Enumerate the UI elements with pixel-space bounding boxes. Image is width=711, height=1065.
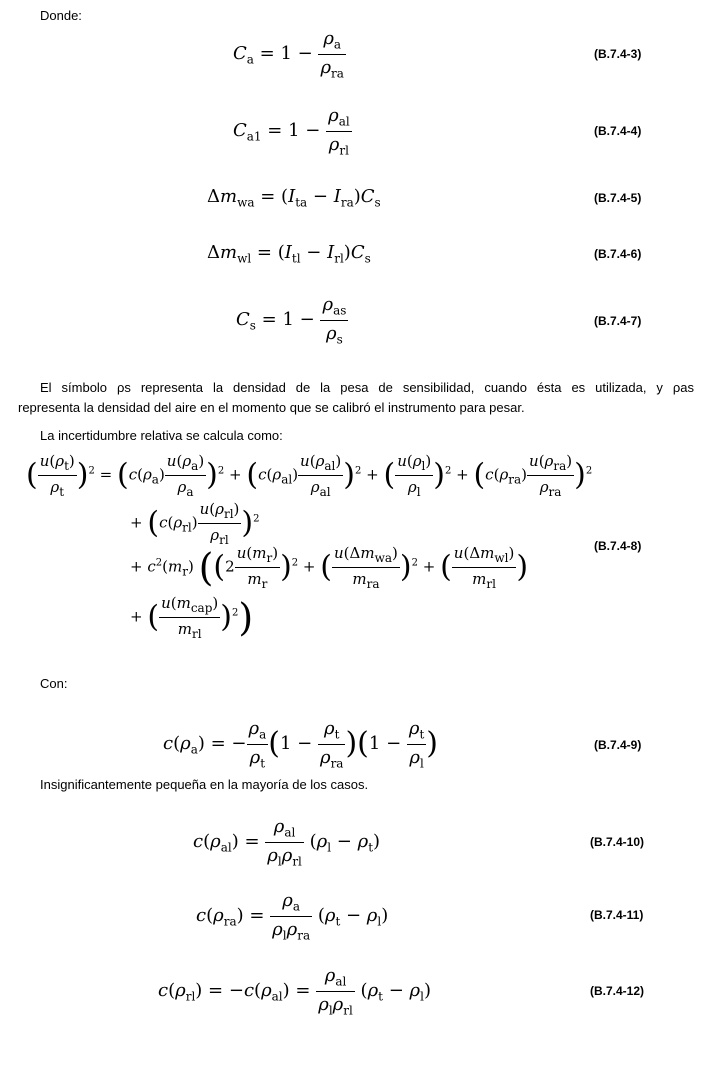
equation-number: (B.7.4-3) [594,47,642,61]
equation-b748-line3: + $c^2(m_r)$ ((2 $\frac{u(m_r)}{m_r}$ )$^2$ + ( $\frac{u(\Delta m_{wa})}{m_{ra}}$ )$^2$ + ( $\frac{u(\Delta m_{wl})}{m_{rl}}$ ) [130,544,529,591]
equation-b745: $\Delta m_{wa} = (I_{ta} - I_{ra})C_s$ [207,186,381,210]
equation-b7412: $c(\rho_{rl}) = -c(\rho_{al})$ = $\frac{\rho_{al}}{\rho_l\rho_{rl}}$ $(\rho_t - \rho_l)$ [158,965,431,1018]
equation-b743: $C_a = 1$ − $\frac{\rho_a}{\rho_{ra}}$ [233,28,344,81]
equation-number: (B.7.4-9) [594,738,642,752]
equation-number: (B.7.4-4) [594,124,642,138]
equation-b7411: $c(\rho_{ra})$ = $\frac{\rho_a}{\rho_l\rho_{ra}}$ $(\rho_t - \rho_l)$ [196,890,389,943]
equation-b748-line1: ( $\frac{u(\rho_t)}{\rho_t}$ )$^2 = (c(\rho_a)$ $\frac{u(\rho_a)}{\rho_a}$ )$^2 + (c(\rho_{al})$ $\frac{u(\rho_{al})}{\rho_{al}}$ )$^2$ + ( $\frac{u(\rho_l)}{\rho_l}$ )$^2 + (c(\rho_{ra})$ $\frac{u(\rho_{ra})}{\rho_{ra}}$ )$^2$ [26,452,593,499]
equation-b749: $c(\rho_a)$ = − $\frac{\rho_a}{\rho_t}$ (1 − $\frac{\rho_t}{\rho_{ra}}$ )(1 − $\frac{\rho_t}{\rho_l}$ ) [163,718,439,771]
equation-b748-line2: + ($c(\rho_{rl})$ $\frac{u(\rho_{rl})}{\rho_{rl}}$ )$^2$ [130,500,260,547]
equation-number: (B.7.4-8) [594,539,642,553]
paragraph-line-1: El símbolo ρs representa la densidad de la pesa de sensibilidad, cuando ésta es utilizada, y ρas [40,380,694,395]
con-label: Con: [40,676,68,691]
equation-number: (B.7.4-6) [594,247,642,261]
equation-number: (B.7.4-7) [594,314,642,328]
equation-number: (B.7.4-10) [590,835,645,849]
equation-number: (B.7.4-11) [590,908,644,922]
paragraph-line-2: representa la densidad del aire en el momento que se calibró el instrumento para pesar. [18,400,525,415]
equation-number: (B.7.4-5) [594,191,642,205]
equation-b744: $C_{a1} = 1$ − $\frac{\rho_{al}}{\rho_{rl}}$ [233,105,350,158]
equation-number: (B.7.4-12) [590,984,645,998]
donde-label: Donde: [40,8,82,23]
insignificante-note: Insignificantemente pequeña en la mayoría de los casos. [40,777,369,792]
equation-b746: $\Delta m_{wl} = (I_{tl} - I_{rl})C_s$ [207,242,371,266]
equation-b747: $C_s = 1$ − $\frac{\rho_{as}}{\rho_s}$ [236,294,347,347]
incertidumbre-label: La incertidumbre relativa se calcula como: [40,428,283,443]
equation-b7410: $c(\rho_{al})$ = $\frac{\rho_{al}}{\rho_l\rho_{rl}}$ $(\rho_l - \rho_t)$ [193,816,381,869]
equation-b748-line4: + ( $\frac{u(m_{cap})}{m_{rl}}$ )$^2$) [130,594,254,641]
